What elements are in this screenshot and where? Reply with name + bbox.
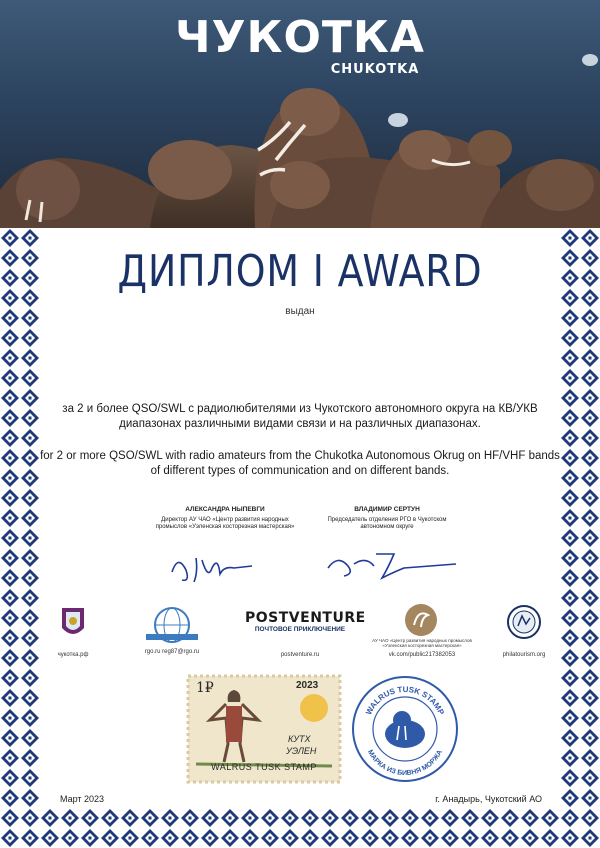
stamp-year: 2023 xyxy=(296,680,319,691)
signer-name: АЛЕКСАНДРА НЫПЕВГИ xyxy=(185,506,265,513)
workshop-logo-icon xyxy=(404,603,438,637)
handwritten-signature-1 xyxy=(168,550,258,586)
ornament-border-left xyxy=(0,228,40,808)
partner-caption: rgo.ru reg87@rgo.ru xyxy=(144,649,200,655)
postmark-bottom-text: МАРКА ИЗ БИВНЯ МОРЖА xyxy=(366,749,444,778)
award-content xyxy=(40,228,560,808)
ornament-border-bottom xyxy=(0,808,600,848)
logo-sub-text: CHUKOTKA xyxy=(330,62,420,77)
postmark-top-text: WALRUS TUSK STAMP xyxy=(364,684,446,717)
walrus-tusk-stamp xyxy=(186,674,342,784)
chukotka-logo xyxy=(0,14,600,77)
partner-caption: postventure.ru xyxy=(280,652,320,658)
stamp-value: 1₽ xyxy=(196,680,214,696)
issued-label: выдан xyxy=(285,306,315,317)
postmark-seal xyxy=(350,674,460,784)
partner-caption: vk.com/public217382053 xyxy=(388,652,456,658)
signer-position: Председатель отделения РГО в Чукотском автономном округе xyxy=(327,517,447,530)
postventure-tagline: ПОЧТОВОЕ ПРИКЛЮЧЕНИЕ xyxy=(254,626,346,633)
award-text-ru: за 2 и более QSO/SWL с радиолюбителями из Чукотского автономного округа на КВ/УКВ диапазонах различными видами связи и на различных диапазонах. xyxy=(62,403,538,430)
postventure-brand: POSTVENTURE xyxy=(245,610,366,626)
partner-caption: philatourism.org xyxy=(502,652,546,658)
footer-place: г. Анадырь, Чукотский АО xyxy=(435,794,542,804)
stamp-label-uelen: УЭЛЕН xyxy=(286,746,317,756)
signer-name: ВЛАДИМИР СЕРТУН xyxy=(354,506,420,513)
globe-society-icon xyxy=(144,606,200,644)
partner-caption: чукотка.рф xyxy=(57,652,89,658)
ornament-border-right xyxy=(560,228,600,808)
signature-block-1 xyxy=(150,506,300,531)
footer-date: Март 2023 xyxy=(60,794,105,804)
signature-block-2 xyxy=(312,506,462,531)
award-text-en: for 2 or more QSO/SWL with radio amateurs from the Chukotka Autonomous Okrug on HF/VHF bands of different types of communication and on different bands. xyxy=(40,450,560,477)
postventure-logo xyxy=(245,610,366,633)
stamp-bottom-text: WALRUS TUSK STAMP xyxy=(211,762,317,772)
award-title: ДИПЛОМ I AWARD xyxy=(117,246,483,297)
hero-walrus-photo xyxy=(0,0,600,228)
philatourism-icon xyxy=(506,604,542,642)
handwritten-signature-2 xyxy=(324,544,464,584)
signer-position: Директор АУ ЧАО «Центр развития народных промыслов «Уэленская косторезная мастерская» xyxy=(155,517,295,530)
workshop-text: АУ ЧАО «Центр развития народных промыслов «Уэленская косторезная мастерская» xyxy=(372,638,472,648)
coat-of-arms-icon xyxy=(58,606,88,642)
logo-main-text: ЧУКОТКА xyxy=(175,12,425,63)
stamp-label-kutkh: КУТХ xyxy=(288,734,311,744)
